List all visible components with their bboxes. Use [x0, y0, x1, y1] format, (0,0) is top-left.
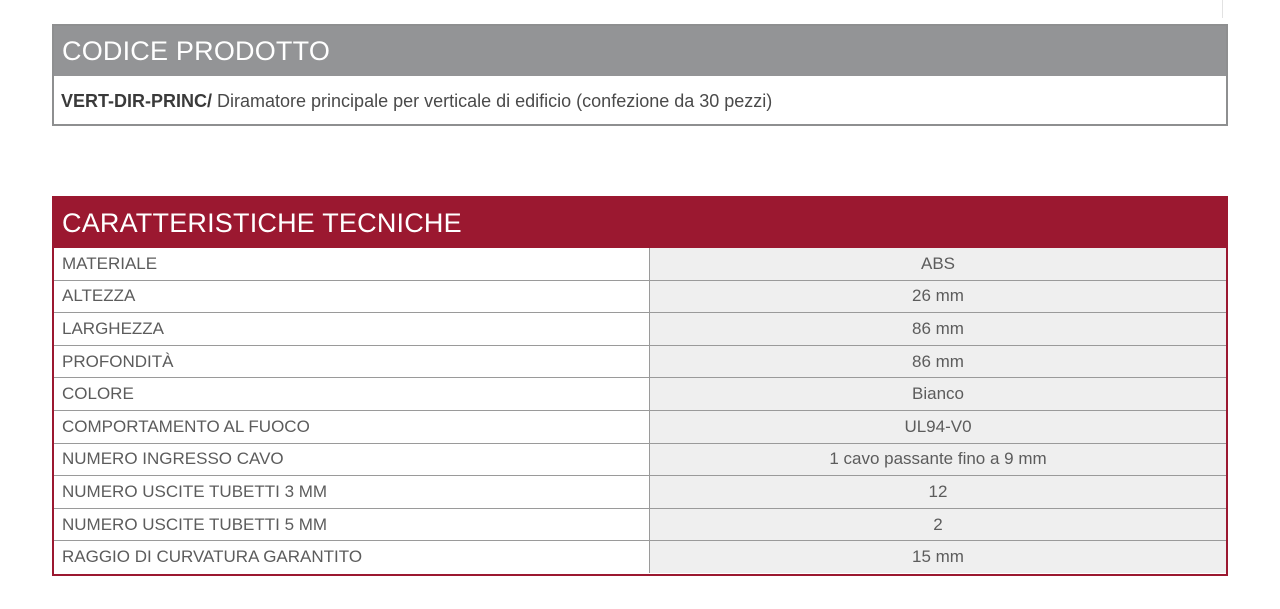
spec-value: UL94-V0: [650, 410, 1227, 443]
table-row: [54, 476, 1226, 509]
product-code-header: CODICE PRODOTTO: [54, 26, 1226, 76]
product-description: Diramatore principale per verticale di edificio (confezione da 30 pezzi): [212, 91, 773, 111]
spec-label: COLORE: [54, 378, 650, 411]
spec-label: MATERIALE: [54, 248, 650, 280]
technical-specs-panel: [52, 196, 1228, 576]
table-row: [54, 345, 1226, 378]
specs-table: [54, 248, 1226, 573]
spec-value: 1 cavo passante fino a 9 mm: [650, 443, 1227, 476]
table-row: [54, 248, 1226, 280]
spec-label: NUMERO USCITE TUBETTI 5 MM: [54, 508, 650, 541]
spec-value: 2: [650, 508, 1227, 541]
page-edge-divider: [1222, 0, 1223, 18]
spec-value: ABS: [650, 248, 1227, 280]
spec-label: PROFONDITÀ: [54, 345, 650, 378]
spec-value: 86 mm: [650, 313, 1227, 346]
product-code-line: [54, 76, 1226, 126]
spec-value: Bianco: [650, 378, 1227, 411]
spec-label: COMPORTAMENTO AL FUOCO: [54, 410, 650, 443]
table-row: [54, 313, 1226, 346]
table-row: [54, 280, 1226, 313]
table-row: [54, 378, 1226, 411]
spec-value: 86 mm: [650, 345, 1227, 378]
spec-label: ALTEZZA: [54, 280, 650, 313]
spec-value: 26 mm: [650, 280, 1227, 313]
table-row: [54, 508, 1226, 541]
spec-label: LARGHEZZA: [54, 313, 650, 346]
table-row: [54, 410, 1226, 443]
spec-label: RAGGIO DI CURVATURA GARANTITO: [54, 541, 650, 573]
spec-value: 12: [650, 476, 1227, 509]
spec-label: NUMERO USCITE TUBETTI 3 MM: [54, 476, 650, 509]
table-row: [54, 541, 1226, 573]
spec-value: 15 mm: [650, 541, 1227, 573]
spec-label: NUMERO INGRESSO CAVO: [54, 443, 650, 476]
table-row: [54, 443, 1226, 476]
product-code-id: VERT-DIR-PRINC/: [61, 91, 213, 111]
technical-specs-header: CARATTERISTICHE TECNICHE: [54, 198, 1226, 248]
product-code-panel: [52, 24, 1228, 126]
